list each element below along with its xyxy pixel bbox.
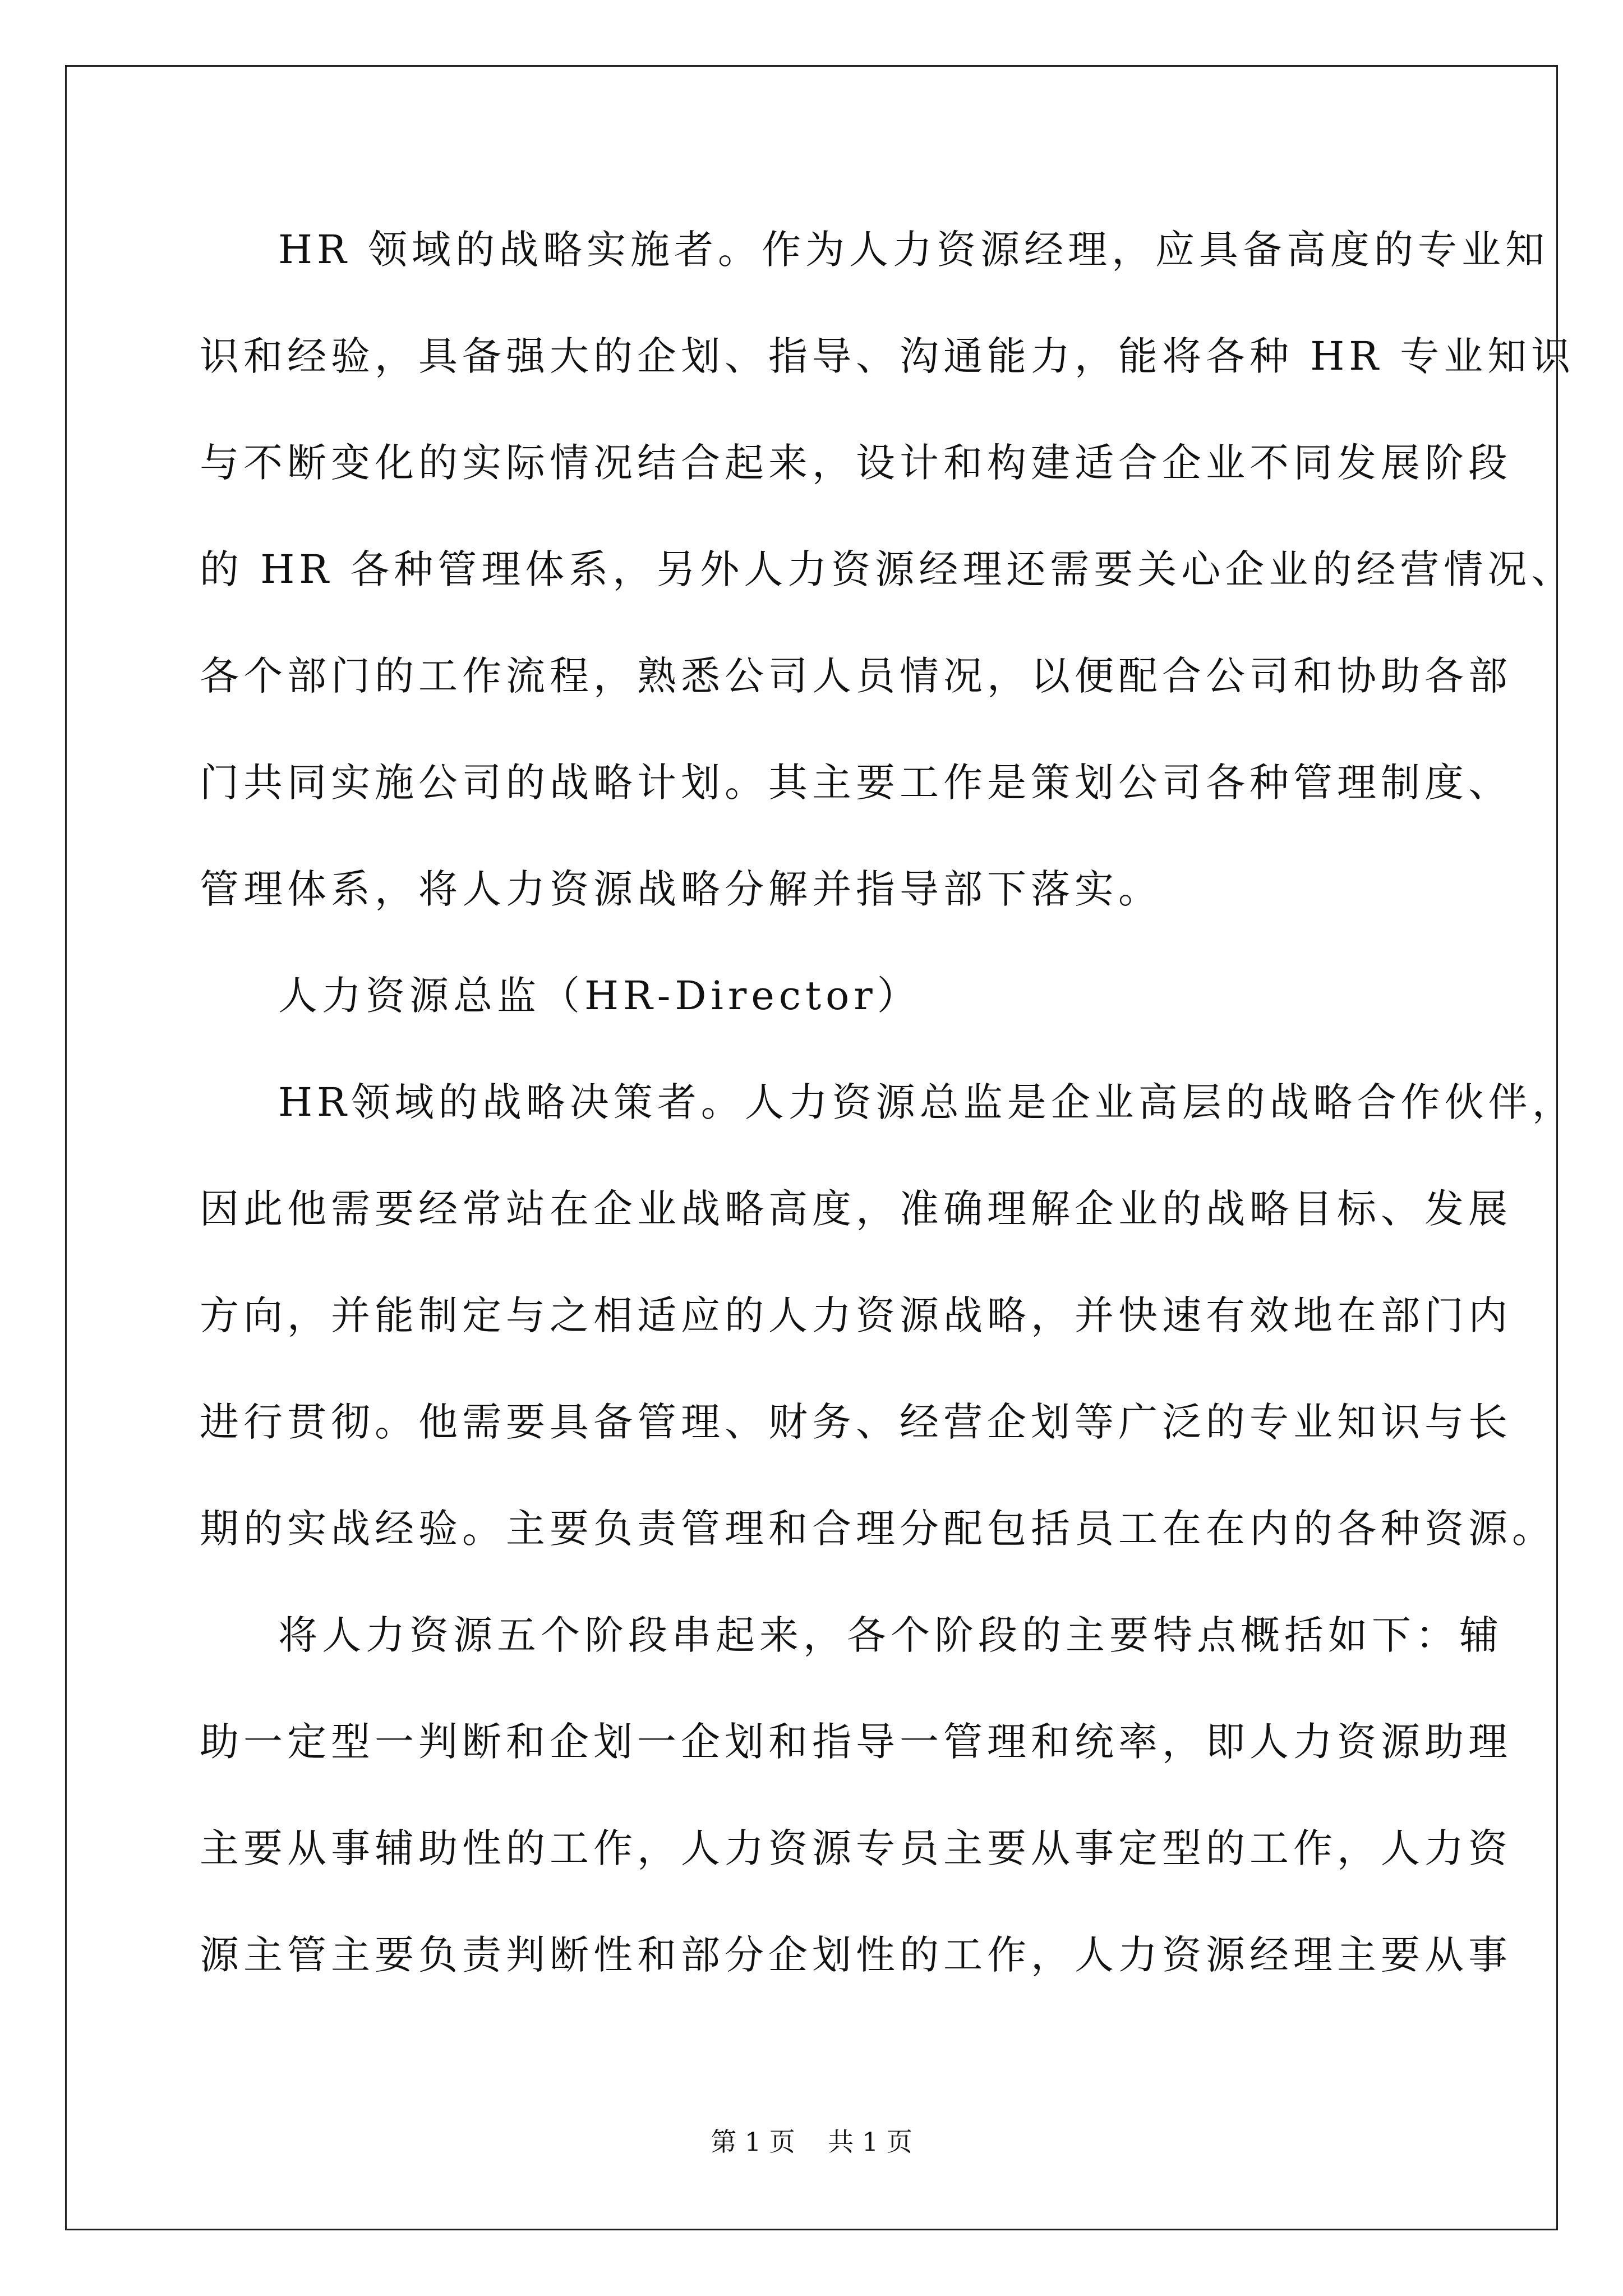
text-line: 方向，并能制定与之相适应的人力资源战略，并快速有效地在部门内 [200,1292,1512,1338]
text-line: 进行贯彻。他需要具备管理、财务、经营企划等广泛的专业知识与长 [200,1399,1512,1445]
document-body [200,223,1576,2035]
text-line: 识和经验，具备强大的企划、指导、沟通能力，能将各种 HR 专业知识 [200,333,1575,379]
text-line: 各个部门的工作流程，熟悉公司人员情况，以便配合公司和协助各部 [200,653,1512,699]
page-number: 第 1 页 共 1 页 [711,2127,912,2157]
section-heading: 人力资源总监（HR-Director） [278,973,921,1019]
text-line: 源主管主要负责判断性和部分企划性的工作，人力资源经理主要从事 [200,1932,1512,1978]
text-line: 门共同实施公司的战略计划。其主要工作是策划公司各种管理制度、 [200,760,1512,806]
text-line: HR领域的战略决策者。人力资源总监是企业高层的战略合作伙伴， [278,1079,1576,1125]
text-line: 助一定型一判断和企划一企划和指导一管理和统率，即人力资源助理 [200,1719,1512,1765]
text-line: 的 HR 各种管理体系，另外人力资源经理还需要关心企业的经营情况、 [200,546,1575,592]
text-line: 因此他需要经常站在企业战略高度，准确理解企业的战略目标、发展 [200,1186,1512,1232]
text-line: 将人力资源五个阶段串起来，各个阶段的主要特点概括如下：辅 [278,1612,1503,1658]
text-line: 期的实战经验。主要负责管理和合理分配包括员工在在内的各种资源。 [200,1506,1556,1552]
text-line: 主要从事辅助性的工作，人力资源专员主要从事定型的工作，人力资 [200,1825,1512,1871]
text-line: HR 领域的战略实施者。作为人力资源经理，应具备高度的专业知 [278,227,1549,273]
text-line: 管理体系，将人力资源战略分解并指导部下落实。 [200,866,1162,912]
text-line: 与不断变化的实际情况结合起来，设计和构建适合企业不同发展阶段 [200,440,1512,486]
